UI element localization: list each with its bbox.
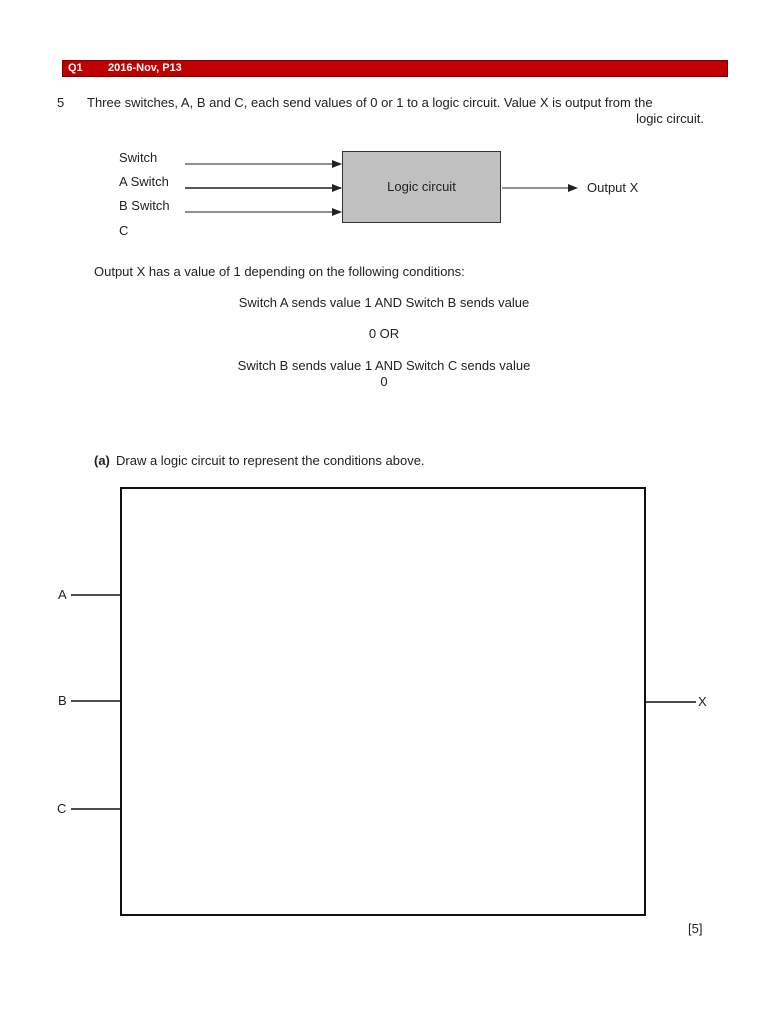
conditions-intro: Output X has a value of 1 depending on the following conditions:	[94, 264, 465, 279]
part-a-instruction: Draw a logic circuit to represent the conditions above.	[116, 453, 425, 468]
figure-input-label-3: B Switch	[119, 198, 170, 213]
condition-line-3: Switch B sends value 1 AND Switch C sends value	[237, 358, 531, 373]
figure-input-label-4: C	[119, 223, 129, 238]
condition-line-4: 0	[380, 374, 388, 389]
marks-label: [5]	[688, 921, 703, 936]
answer-input-label-c: C	[57, 801, 67, 816]
answer-drawing-area[interactable]	[120, 487, 646, 916]
answer-input-label-b: B	[58, 693, 67, 708]
output-x-label: Output X	[587, 180, 639, 195]
figure-input-label-1: Switch	[119, 150, 158, 165]
exam-session-label: 2016-Nov, P13	[108, 62, 182, 74]
question-number: 5	[57, 95, 65, 110]
condition-line-1: Switch A sends value 1 AND Switch B sends value	[238, 295, 530, 310]
figure-input-label-2: A Switch	[119, 174, 169, 189]
answer-input-label-a: A	[58, 587, 67, 602]
part-a-label: (a)	[94, 453, 110, 468]
question-stem-line-1: Three switches, A, B and C, each send values of 0 or 1 to a logic circuit. Value X is output from the	[87, 95, 653, 110]
question-stem-line-2: logic circuit.	[636, 111, 704, 126]
answer-output-label-x: X	[698, 694, 707, 709]
condition-line-2: 0 OR	[368, 326, 400, 341]
logic-circuit-box	[342, 151, 501, 223]
logic-circuit-label: Logic circuit	[387, 179, 456, 194]
question-number-label: Q1	[68, 62, 83, 74]
